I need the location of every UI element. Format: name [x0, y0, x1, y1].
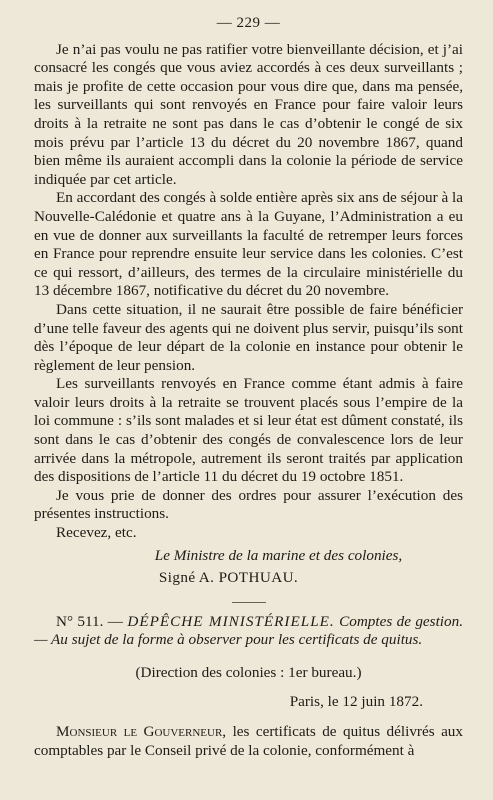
dispatch-direction: (Direction des colonies : 1er bureau.) [135, 664, 362, 681]
dispatch-date: Paris, le 12 juin 1872. [289, 692, 423, 710]
dispatch-body [34, 723, 463, 760]
dispatch-subject-detail: — Au sujet de la forme à observer pour les certificats de quitus. [34, 631, 423, 649]
salutation: Monsieur le Gouverneur, [56, 723, 227, 741]
signatory-title: Le Ministre de la marine et des colonies, [154, 546, 403, 564]
paragraph-3: Dans cette situation, il ne saurait être possible de faire bénéficier d’une telle faveur des agents qui ne doivent plus servir, puisqu’ils sont dès l’époque de leur départ de la colonie en instance pour obtenir le règlement de leur pension. [34, 300, 463, 374]
dispatch-subject: Comptes de gestion. [339, 612, 463, 630]
dispatch-type: DÉPÊCHE MINISTÉRIELLE. [127, 612, 335, 630]
page-number: — 229 — [216, 15, 281, 31]
paragraph-4: Les surveillants renvoyés en France comme étant admis à faire valoir leurs droits à la retraite se trouvent placés sous l’empire de la loi commune : s’ils sont malades et si leur état est dûment constaté, ils sont dans le cas d’obtenir des congés de convalescence lors de leur arrivée dans la métropole, autrement ils seront traités par application des dispositions de l’article 11 du décret du 19 octobre 1851. [34, 375, 463, 486]
paragraph-2: En accordant des congés à solde entière après six ans de séjour à la Nouvelle-Calédonie et quatre ans à la Guyane, l’Administration a eu en vue de donner aux surveillants la faculté de retremper leurs forces en France pour reprendre ensuite leur service dans les colonies. C’est ce qui ressort, d’ailleurs, des termes de la circulaire ministérielle du 13 décembre 1867, notificative du décret du 20 novembre. [34, 189, 463, 300]
page-text [34, 0, 463, 760]
dispatch-heading [34, 613, 463, 650]
dispatch-body-text: les certificats de quitus délivrés aux comptables par le Conseil privé de la colonie, conformément à [34, 723, 463, 759]
paragraph-1: Je n’ai pas voulu ne pas ratifier votre bienveillante décision, et j’ai consacré les congés que vous aviez accordés à ces deux surveillants ; mais je profite de cette occasion pour vous dire que, dans ma pensée, les surveillants qui sont renvoyés en France pour faire valoir leurs droits à la retraite ne sont pas dans le cas d’obtenir le congé de six mois prévu par l’article 13 du décret du 20 novembre 1867, quand bien même ils auraient accompli dans la colonie la période de service indiquée par cet article. [34, 40, 463, 188]
section-divider [232, 602, 266, 603]
dispatch-number: N° 511. — [56, 612, 123, 630]
signatory-name: Signé A. POTHUAU. [158, 569, 299, 587]
paragraph-5: Je vous prie de donner des ordres pour assurer l’exécution des présentes instructions. [34, 486, 463, 523]
closing-line: Recevez, etc. [56, 524, 137, 542]
